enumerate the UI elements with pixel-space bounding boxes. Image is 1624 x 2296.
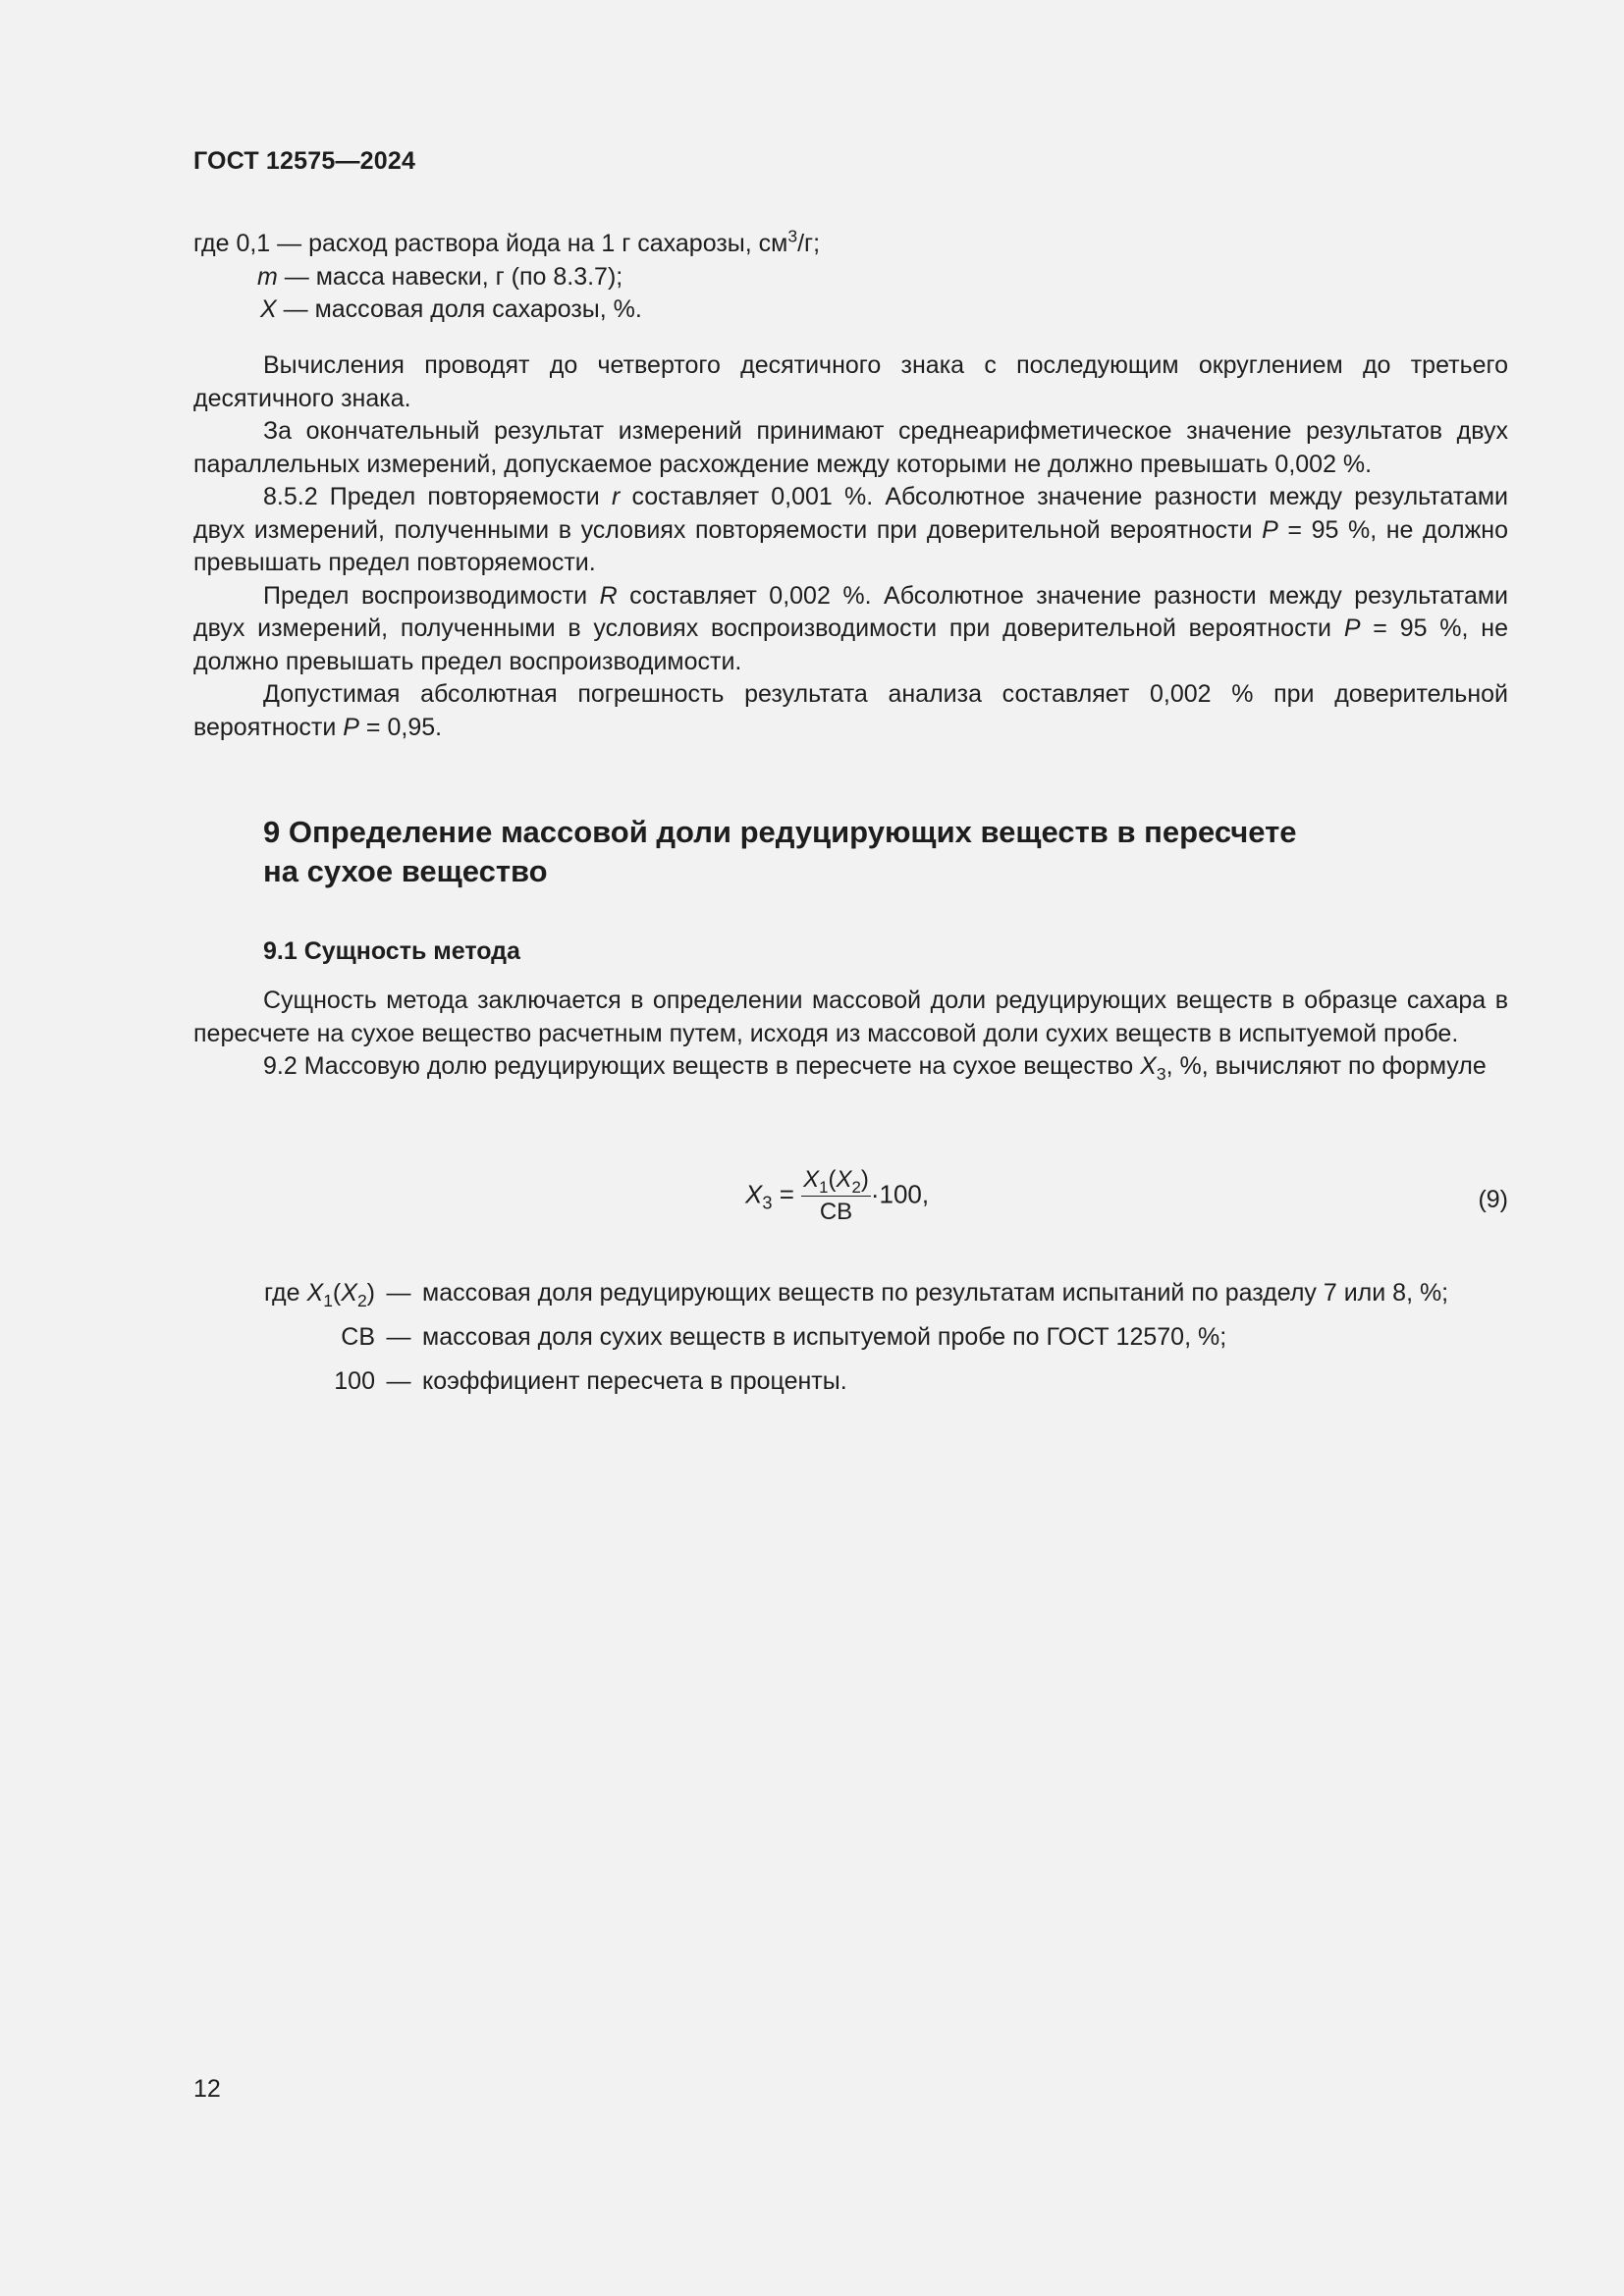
symbol: X: [341, 1279, 357, 1307]
fraction: [801, 1166, 871, 1226]
where-lead: где: [193, 230, 230, 257]
where-term: X: [260, 295, 277, 323]
legend-row: [193, 1367, 1508, 1412]
symbol: X: [306, 1279, 324, 1307]
where-term: m: [257, 262, 278, 291]
symbol: P: [343, 713, 359, 741]
page-number: 12: [193, 2075, 221, 2103]
formula-lhs: X: [745, 1179, 763, 1209]
heading-line: на сухое вещество: [263, 854, 548, 888]
formula: [745, 1166, 1040, 1235]
symbol: R: [599, 581, 618, 610]
legend-dash: —: [386, 1367, 411, 1395]
formula-number: (9): [1478, 1186, 1508, 1213]
formula-legend: [193, 1279, 1508, 1412]
legend-desc: массовая доля редуцирующих веществ по результатам испытаний по разделу 7 или 8, %;: [422, 1279, 1449, 1307]
legend-dash: —: [386, 1323, 411, 1351]
paragraph: [193, 1050, 1508, 1084]
fraction-denominator: СВ: [819, 1199, 853, 1225]
text: = 95 %, не должно превышать предел повторяемости.: [193, 515, 1509, 576]
subscript: 1: [819, 1177, 829, 1197]
subscript: 2: [356, 1291, 367, 1310]
where-desc: масса навески, г (по 8.3.7);: [315, 262, 623, 291]
symbol: X: [836, 1166, 852, 1193]
section9-body: [193, 985, 1508, 1084]
symbol: P: [1262, 515, 1278, 544]
legend-desc: массовая доля сухих веществ в испытуемой пробе по ГОСТ 12570, %;: [422, 1323, 1227, 1351]
paragraph: Вычисления проводят до четвертого десятичного знака с последующим округлением до третьего десятичного знака.: [193, 351, 1508, 412]
text: = 95 %, не должно превышать предел воспроизводимости.: [193, 614, 1508, 675]
legend-term: СВ: [341, 1323, 375, 1351]
paragraph: Сущность метода заключается в определении массовой доли редуцирующих веществ в образце сахара в пересчете на сухое вещество расчетным путем, исходя из массовой доли сухих веществ в испытуемой пробе.: [193, 987, 1508, 1047]
heading-line: 9 Определение массовой доли редуцирующих веществ в пересчете: [263, 815, 1297, 849]
where-desc: расход раствора йода на 1 г сахарозы, см: [308, 230, 788, 257]
paragraph: За окончательный результат измерений принимают среднеарифметическое значение результатов двух параллельных измерений, допускаемое расхождение между которыми не должно превышать 0,002 %.: [193, 417, 1508, 478]
subsection-heading: 9.1 Сущность метода: [263, 937, 520, 965]
legend-dash: —: [386, 1279, 411, 1307]
text: , %, вычисляют по формуле: [1165, 1052, 1487, 1080]
paragraph: [193, 481, 1508, 580]
text: 9.2 Массовую долю редуцирующих веществ в пересчете на сухое вещество: [263, 1052, 1134, 1080]
legend-row: [193, 1279, 1508, 1323]
text: 8.5.2 Предел повторяемости: [263, 483, 600, 510]
document-header: ГОСТ 12575—2024: [193, 147, 416, 175]
where-row-1: где 0,1 — расход раствора йода на 1 г сахарозы, $см^3/г$;: [193, 226, 821, 257]
symbol: P: [1343, 614, 1361, 642]
formula-tail: ·100,: [870, 1179, 930, 1209]
superscript: 3: [787, 226, 798, 246]
subscript: 3: [1156, 1064, 1166, 1084]
symbol: X: [803, 1166, 820, 1193]
fraction-numerator: [801, 1166, 871, 1197]
legend-term: 100: [334, 1367, 375, 1395]
symbol: r: [611, 483, 621, 510]
where-row-3: X — массовая доля сахарозы, %.: [260, 295, 642, 323]
where-desc: массовая доля сахарозы, %.: [314, 295, 642, 323]
text: Допустимая абсолютная погрешность результата анализа составляет 0,002 % при доверительной вероятности: [193, 680, 1508, 741]
paragraph: [193, 678, 1508, 744]
paren: (: [828, 1166, 837, 1193]
body-text: [193, 349, 1508, 744]
section-heading: [263, 813, 1441, 891]
document-page: [193, 0, 1508, 2296]
text: составляет 0,002 %. Абсолютное значение разности между результатами двух измерений, полученными в условиях воспроизводимости при доверительной вероятности: [193, 581, 1509, 642]
text: где: [264, 1279, 300, 1307]
equals-sign: =: [779, 1179, 794, 1209]
where-term: 0,1: [236, 230, 271, 257]
paren: ): [860, 1166, 869, 1193]
paragraph: [193, 580, 1508, 679]
legend-row: [193, 1323, 1508, 1367]
subscript: 1: [323, 1291, 333, 1310]
text: = 0,95.: [365, 713, 443, 741]
subscript: 2: [851, 1177, 861, 1197]
subscript: 3: [762, 1193, 773, 1213]
where-desc-tail: /г;: [797, 230, 821, 257]
where-block-top: [193, 228, 1508, 327]
symbol: X: [1140, 1052, 1157, 1080]
legend-desc: коэффициент пересчета в проценты.: [422, 1367, 847, 1395]
legend-term: где $X_1(X_2)$: [264, 1279, 375, 1310]
text: Предел воспроизводимости: [263, 581, 588, 610]
where-row-2: m — масса навески, г (по 8.3.7);: [257, 262, 623, 291]
text: составляет 0,001 %. Абсолютное значение разности между результатами двух измерений, полученными в условиях повторяемости при доверительной вероятности: [193, 483, 1508, 544]
